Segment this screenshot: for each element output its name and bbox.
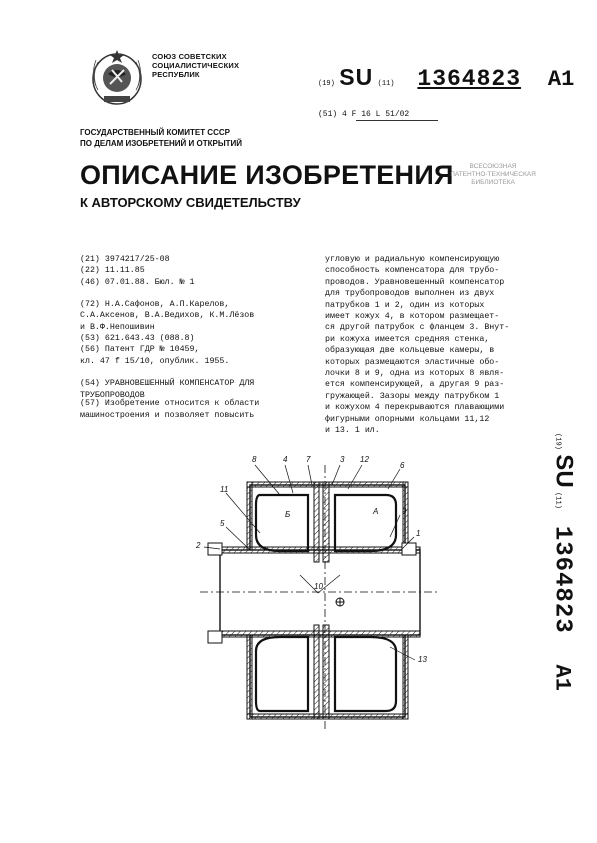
abstract-start: (57) Изобретение относится к области машиностроения и позволяет повысить — [80, 399, 260, 420]
figure-label: А — [373, 507, 379, 516]
figure-label: 5 — [220, 519, 225, 528]
side-index-11: (11) — [553, 492, 562, 509]
side-patent-number — [548, 432, 578, 692]
union-line: РЕСПУБЛИК — [152, 70, 200, 79]
figure-label: 4 — [283, 455, 288, 464]
side-number: 1364823 — [548, 525, 576, 634]
side-index-19: (19) — [553, 433, 562, 450]
bibliographic-data: (21) 3974217/25-08 (22) 11.11.85 (46) 07.01.88. Бюл. № 1 (72) Н.А.Сафонов, А.П.Карелов, С.А.Аксенов, В.А.Ведихов, К.М.Лёзов и В.Ф.Непошивин (53) 621.643.43 (088.8) (56) Патент ГДР № 10459, кл. 47 f 15/10, опублик. 1955. (54) УРАВНОВЕШЕННЫЙ КОМПЕНСАТОР ДЛЯ ТРУБОПРОВОДОВ — [80, 255, 255, 400]
stamp-line: ПАТЕНТНО-ТЕХНИЧЕСКАЯ — [450, 171, 536, 178]
committee-line: ПО ДЕЛАМ ИЗОБРЕТЕНИЙ И ОТКРЫТИЙ — [80, 139, 243, 148]
committee-line: ГОСУДАРСТВЕННЫЙ КОМИТЕТ СССР — [80, 128, 230, 137]
union-line: СОЦИАЛИСТИЧЕСКИХ — [152, 61, 240, 70]
ipc-class: (51) 4 F 16 L 51/02 — [318, 110, 410, 119]
committee — [80, 127, 242, 149]
figure-label: 3 — [340, 455, 345, 464]
pipe-section — [220, 550, 420, 635]
side-kind: A1 — [549, 664, 575, 691]
patent-number-line — [318, 64, 574, 92]
figure-label: 9 — [402, 507, 407, 516]
ussr-emblem — [86, 46, 148, 108]
index-19: (19) — [318, 80, 335, 88]
document-title: ОПИСАНИЕ ИЗОБРЕТЕНИЯ — [80, 160, 454, 190]
library-stamp — [440, 163, 546, 221]
stamp-line: БИБЛИОТЕКА — [471, 179, 515, 186]
figure-label: 13 — [418, 655, 427, 664]
index-11: (11) — [377, 80, 395, 88]
document-kind: A1 — [547, 67, 575, 92]
country-code: SU — [339, 64, 374, 90]
figure-label: 8 — [252, 455, 257, 464]
union-line: СОЮЗ СОВЕТСКИХ — [152, 52, 227, 61]
figure-label: Б — [285, 510, 291, 519]
document-subtitle: К АВТОРСКОМУ СВИДЕТЕЛЬСТВУ — [80, 195, 301, 210]
figure-label: 7 — [306, 455, 311, 464]
side-country-code: SU — [550, 454, 578, 488]
stamp-line: ВСЕСОЮЗНАЯ — [469, 163, 517, 170]
abstract-continued: угловую и радиальную компенсирующую способность компенсатора для трубо- проводов. Уравновешенный компенсатор для трубопроводов выполнен из двух патрубков 1 и 2, один из которых имеет кожух 4, в котором размещает- ся другой патрубок с фланцем 3. Внут- ри кожуха имеется средняя стенка, образующая две кольцевые камеры, в которых размещаются эластичные обо- лочки 8 и 9, одна из которых 8 явля- ется компенсирующей, а другая 9 раз- гружающей. Зазоры между патрубком 1 и кожухом 4 перекрываются плавающими фигурными опорными кольцами 11,12 и 13. 1 ил. — [325, 255, 510, 436]
technical-drawing — [190, 455, 450, 730]
figure-label: 11 — [220, 485, 229, 494]
compensator-figure — [190, 455, 450, 730]
patent-number: 1364823 — [417, 66, 522, 92]
union-name — [152, 52, 239, 79]
ipc-underline — [356, 120, 438, 121]
figure-label: 10 — [314, 582, 323, 591]
figure-label: 12 — [360, 455, 369, 464]
figure-label: 6 — [400, 461, 405, 470]
figure-label: 1 — [416, 529, 421, 538]
figure-label: 2 — [196, 541, 201, 550]
